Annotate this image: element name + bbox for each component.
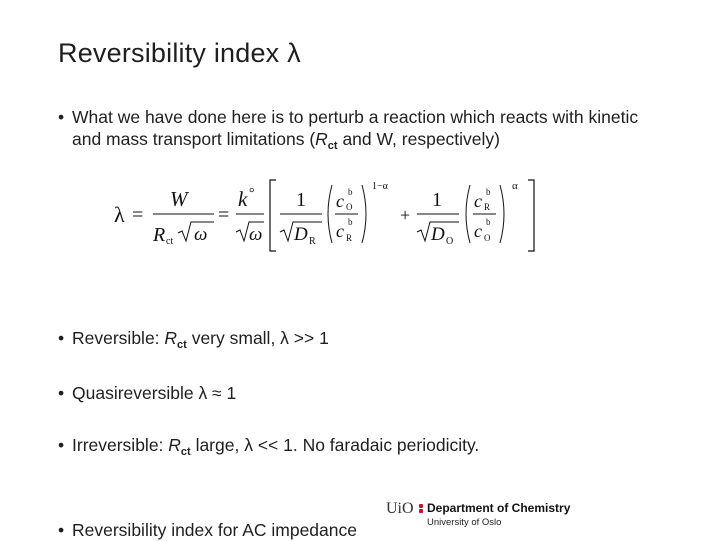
rct-symbol: [168, 435, 191, 458]
reversibility-equation: [112, 175, 542, 255]
slide-title: Reversibility index λ: [58, 38, 301, 68]
eq-paren-right-1: [362, 185, 366, 243]
eq-R: R: [153, 224, 166, 246]
rct-symbol: [164, 328, 187, 351]
eq-k-degree: °: [249, 186, 255, 201]
eq-c-4-sub: O: [484, 233, 491, 243]
bullet-text: Irreversible:: [72, 435, 169, 455]
eq-W: W: [170, 187, 188, 211]
eq-exponent-2: α: [512, 180, 518, 192]
eq-equals-1: =: [132, 204, 144, 226]
eq-c-3-sup: b: [486, 187, 491, 197]
uio-wordmark: UiO: [386, 500, 414, 517]
eq-left-bracket: [270, 180, 276, 251]
eq-omega-1: ω: [194, 224, 208, 245]
eq-D-1: D: [294, 224, 308, 245]
eq-exponent-1: 1−α: [372, 181, 388, 192]
university-name: University of Oslo: [427, 517, 502, 528]
bullet-text-end: very small, λ >> 1: [186, 328, 329, 348]
eq-D-2: D: [431, 224, 445, 245]
logo-separator-icon: [419, 504, 423, 518]
bullet-text: Reversibility index for AC impedance: [72, 520, 357, 540]
eq-c-4: c: [474, 221, 482, 241]
eq-c-1-sup: b: [348, 187, 353, 197]
eq-c-3-sub: R: [484, 202, 491, 212]
bullet-text: What we have done here is to perturb a reaction which reacts with kinetic and mass transport limitations (: [72, 107, 639, 149]
eq-D-sub-R: R: [309, 236, 316, 247]
eq-c-2-sup: b: [348, 217, 353, 227]
eq-R-sub: ct: [166, 236, 174, 247]
eq-omega-2: ω: [249, 224, 263, 245]
eq-right-bracket: [528, 180, 534, 251]
eq-c-1: c: [336, 191, 344, 211]
bullet-irreversible: [58, 434, 720, 459]
eq-plus: +: [400, 205, 411, 225]
eq-k: k: [238, 187, 248, 211]
eq-paren-left-2: [466, 185, 470, 243]
eq-c-1-sub: O: [346, 202, 353, 212]
eq-D-sub-O: O: [446, 236, 454, 247]
eq-equals-2: =: [218, 204, 230, 226]
bullet-text: Reversible:: [72, 328, 165, 348]
eq-c-2-sub: R: [346, 233, 353, 243]
bullet-quasireversible: [58, 382, 720, 404]
ct-subscript: ct: [327, 140, 338, 152]
ct-subscript: ct: [177, 339, 187, 351]
bullet-reversible: [58, 327, 720, 352]
eq-paren-right-2: [500, 185, 504, 243]
bullet-text: Quasireversible λ ≈ 1: [72, 383, 237, 403]
eq-one-1: 1: [296, 189, 306, 211]
bullet-text-end: and W, respectively): [337, 129, 500, 149]
eq-c-3: c: [474, 191, 482, 211]
eq-paren-left-1: [328, 185, 332, 243]
r-letter: R: [315, 129, 328, 149]
eq-one-2: 1: [432, 189, 442, 211]
bullet-perturbation: [58, 106, 672, 153]
r-letter: R: [164, 328, 178, 348]
r-letter: R: [168, 435, 181, 455]
rct-symbol: [315, 129, 338, 152]
bullet-text-end: large, λ << 1. No faradaic periodicity.: [190, 435, 480, 455]
eq-lambda: λ: [114, 202, 125, 227]
ct-subscript: ct: [180, 446, 191, 458]
eq-c-2: c: [336, 221, 344, 241]
university-logo: [386, 500, 586, 532]
department-name: Department of Chemistry: [427, 501, 571, 515]
eq-c-4-sup: b: [486, 217, 491, 227]
